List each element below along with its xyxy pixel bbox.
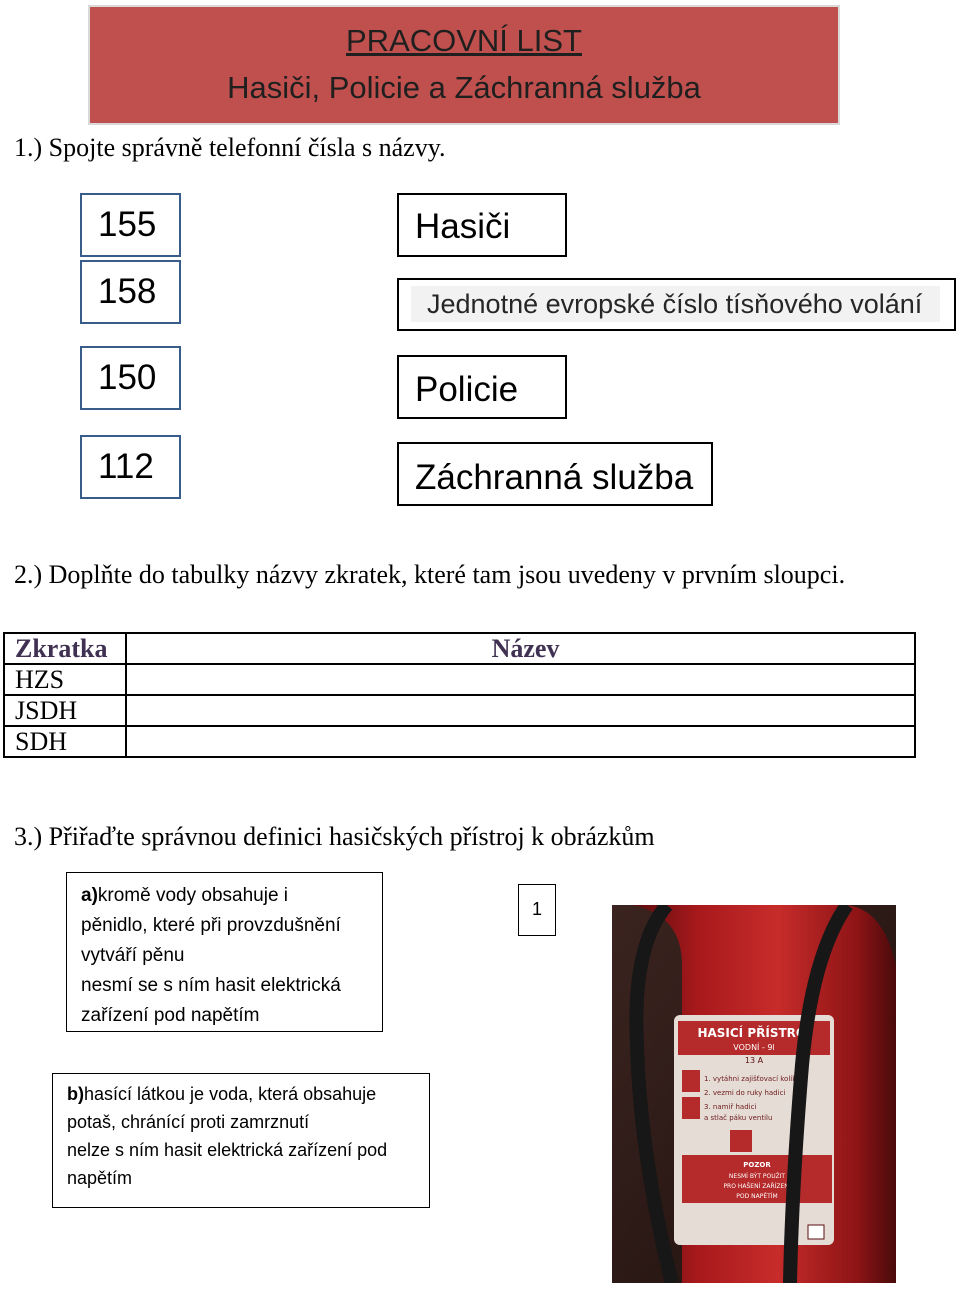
label-step2: 2. vezmi do ruky hadici: [704, 1089, 786, 1097]
column-header-nazev: Název: [126, 633, 915, 664]
table-row: [4, 664, 915, 695]
definition-box-a: [66, 872, 383, 1032]
definition-a-line: kromě vody obsahuje i: [97, 885, 289, 906]
q2-prompt: 2.) Doplňte do tabulky názvy zkratek, které tam jsou uvedeny v prvním sloupci.: [14, 560, 846, 589]
name-box-eu-number-label: Jednotné evropské číslo tísňového volání: [411, 286, 940, 322]
table-cell-abbr: SDH: [4, 726, 126, 757]
label-step3: 3. namiř hadici: [704, 1103, 757, 1111]
table-cell-name-blank[interactable]: [126, 695, 915, 726]
page-subtitle: Hasiči, Policie a Záchranná služba: [227, 70, 701, 105]
label-warn1: POZOR: [743, 1161, 771, 1169]
label-step3b: a stlač páku ventilu: [704, 1114, 773, 1122]
label-sub1: VODNÍ - 9l: [733, 1043, 775, 1052]
definition-a-line: vytváří pěnu: [81, 945, 185, 966]
name-box-eu-number: [397, 278, 956, 331]
definition-b-letter: b): [67, 1084, 84, 1104]
label-warn2: NESMÍ BÝT POUŽIT: [728, 1173, 786, 1180]
header-banner: [88, 5, 840, 125]
label-sub2: 13 A: [744, 1056, 764, 1065]
definition-b-line: nelze s ním hasit elektrická zařízení pod: [67, 1140, 388, 1160]
page-title: PRACOVNÍ LIST: [346, 23, 582, 58]
label-warn4: POD NAPĚTÍM: [736, 1193, 778, 1200]
label-warn3: PRO HAŠENÍ ZAŘÍZENÍ: [723, 1183, 791, 1190]
number-box-150: 150: [80, 346, 181, 410]
definition-a-line: zařízení pod napětím: [81, 1005, 260, 1026]
name-box-zachranna-sluzba: Záchranná služba: [397, 442, 713, 506]
picture-number-box: 1: [518, 884, 556, 936]
table-row: [4, 695, 915, 726]
table-header-row: [4, 633, 915, 664]
definition-b-line: hasící látkou je voda, která obsahuje: [84, 1084, 377, 1104]
q3-prompt: 3.) Přiřaďte správnou definici hasičských přístroj k obrázkům: [14, 822, 655, 851]
fire-extinguisher-photo: [612, 905, 896, 1283]
definition-b-line: napětím: [67, 1168, 133, 1188]
column-header-zkratka: Zkratka: [4, 633, 126, 664]
q1-prompt: 1.) Spojte správně telefonní čísla s názvy.: [14, 133, 446, 162]
definition-a-line: nesmí se s ním hasit elektrická: [81, 975, 341, 996]
definition-box-b: [52, 1073, 430, 1208]
label-title: HASICÍ PŘÍSTROJ: [697, 1026, 811, 1040]
name-box-hasici: Hasiči: [397, 193, 567, 257]
table-cell-abbr: JSDH: [4, 695, 126, 726]
table-cell-abbr: HZS: [4, 664, 126, 695]
number-box-112: 112: [80, 435, 181, 499]
number-box-155: 155: [80, 193, 181, 257]
label-step1: 1. vytáhni zajišťovací kolík: [704, 1075, 797, 1083]
name-box-policie: Policie: [397, 355, 567, 419]
table-row: [4, 726, 915, 757]
table-cell-name-blank[interactable]: [126, 726, 915, 757]
table-cell-name-blank[interactable]: [126, 664, 915, 695]
number-box-158: 158: [80, 260, 181, 324]
fire-extinguisher-icon: [612, 905, 896, 1283]
definition-a-letter: a): [81, 885, 98, 906]
abbreviation-table: [3, 632, 916, 758]
definition-b-line: potaš, chránící proti zamrznutí: [67, 1112, 310, 1132]
definition-a-line: pěnidlo, které při provzdušnění: [81, 915, 341, 936]
